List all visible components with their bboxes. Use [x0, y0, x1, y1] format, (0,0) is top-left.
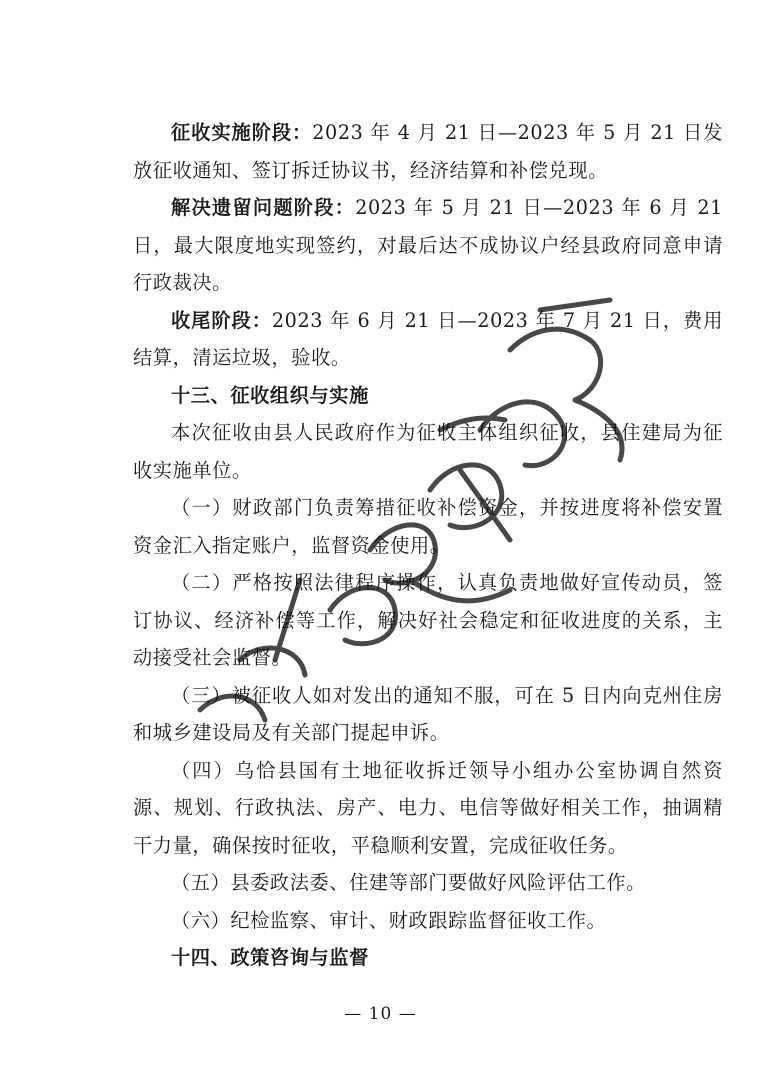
- section-13-intro: 本次征收由县人民政府作为征收主体组织征收，县住建局为征收实施单位。: [133, 421, 723, 482]
- paragraph-text: 2023 年 6 月 21 日—2023 年 7 月 21 日，费用结算，清运垃圾，验收。: [133, 308, 723, 369]
- paragraph-text: 2023 年 4 月 21 日—2023 年 5 月 21 日发放征收通知、签订拆迁协议书，经济结算和补偿兑现。: [133, 121, 723, 182]
- page-number: — 10 —: [344, 1004, 417, 1024]
- paragraph-lead: 征收实施阶段：: [171, 121, 313, 144]
- paragraph-lead: 解决遗留问题阶段：: [171, 196, 356, 219]
- section-13-item-4: （四）乌恰县国有土地征收拆迁领导小组办公室协调自然资源、规划、行政执法、房产、电力、电信等做好相关工作，抽调精干力量，确保按时征收，平稳顺利安置，完成征收任务。: [133, 758, 723, 857]
- section-13-item-2: （二）严格按照法律程序操作，认真负责地做好宣传动员，签订协议、经济补偿等工作，解决好社会稳定和征收进度的关系，主动接受社会监督。: [133, 571, 723, 669]
- section-13-item-6: （六）纪检监察、审计、财政跟踪监督征收工作。: [171, 908, 607, 932]
- paragraph-closing-stage: [133, 302, 723, 377]
- paragraph-lead: 收尾阶段：: [171, 308, 272, 332]
- paragraph-remaining-issues-stage: [133, 189, 723, 302]
- paragraph-text: 2023 年 5 月 21 日—2023 年 6 月 21 日，最大限度地实现签约，对最后达不成协议户经县政府同意申请行政裁决。: [133, 196, 723, 294]
- section-13-item-3: （三）被征收人如对发出的通知不服，可在 5 日内向克州住房和城乡建设局及有关部门提起申诉。: [133, 683, 723, 744]
- document-body: [133, 114, 723, 977]
- section-13-item-5: （五）县委政法委、住建等部门要做好风险评估工作。: [171, 871, 646, 894]
- section-heading-14: 十四、政策咨询与监督: [171, 946, 369, 969]
- section-13-item-1: （一）财政部门负责筹措征收补偿资金，并按进度将补偿安置资金汇入指定账户，监督资金使用。: [133, 496, 723, 557]
- paragraph-implementation-stage: [133, 114, 723, 189]
- section-heading-13: 十三、征收组织与实施: [171, 383, 369, 407]
